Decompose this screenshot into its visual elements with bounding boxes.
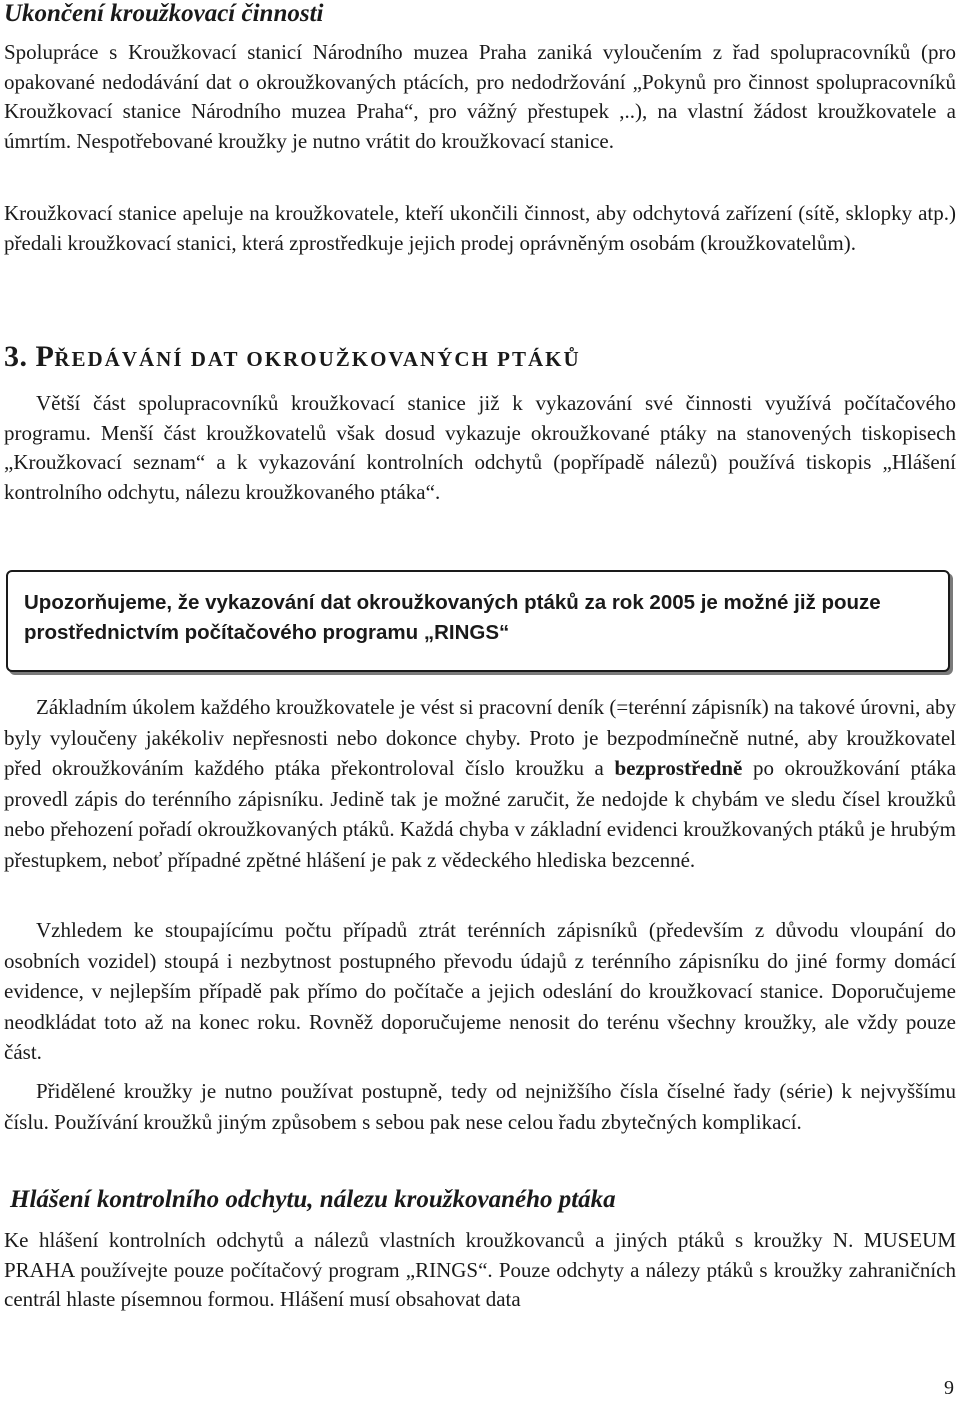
section-heading-ending-activity: Ukončení kroužkovací činnosti xyxy=(4,0,324,27)
paragraph-equipment-appeal: Kroužkovací stanice apeluje na kroužkovatele, kteří ukončili činnost, aby odchytová zařízení (sítě, sklopky atp.) předali kroužkovací stanici, která zprostředkuje jejich prodej oprávněným osobám (kroužkovatelům). xyxy=(4,201,956,255)
section-heading-recapture-report: Hlášení kontrolního odchytu, nálezu kroužkovaného ptáka xyxy=(10,1186,616,1213)
notice-box xyxy=(6,570,950,672)
chapter-number: 3. xyxy=(4,340,28,373)
paragraph-notebook-loss: Vzhledem ke stoupajícímu počtu případů ztrát terénních zápisníků (především z důvodu vloupání do osobních vozidel) stoupá i nezbytnost postupného převodu údajů z terénního zápisníku do jiné formy domácí evidence, v nejlepším případě pak přímo do počítače a jejich odeslání do kroužkovací stanice. Doporučujeme neodkládat toto až na konec roku. Rovněž doporučujeme nenosit do terénu všechny kroužky, ale vždy pouze část. xyxy=(4,918,956,1064)
paragraph-field-notebook-part1: Základním úkolem každého kroužkovatele je vést si pracovní deník (=terénní zápisník) na takové úrovni, aby byly vyloučeny jakékoliv nepřesnosti nebo dokonce chyby. Proto je bezpodmínečně nutné, aby kroužkovatel před okroužkováním každého ptáka překontroloval číslo kroužku a xyxy=(4,695,956,780)
paragraph-ring-order: Přidělené kroužky je nutno používat postupně, tedy od nejnižšího čísla číselné řady (série) k nejvyššímu číslu. Používání kroužků jiným způsobem s sebou pak nese celou řadu zbytečných komplikací. xyxy=(4,1079,956,1134)
paragraph-data-reporting: Větší část spolupracovníků kroužkovací stanice již k vykazování své činnosti využívá počítačového programu. Menší část kroužkovatelů však dosud vykazuje okroužkované ptáky na stanovených tiskopisech „Kroužkovací seznam“ a k vykazování kontrolních odchytů (popřípadě nálezů) používá tiskopis „Hlášení kontrolního odchytu, nálezu kroužkovaného ptáka“. xyxy=(4,391,956,504)
notice-text: Upozorňujeme, že vykazování dat okroužkovaných ptáků za rok 2005 je možné již pouze prostřednictvím počítačového programu „RINGS“ xyxy=(24,591,881,644)
chapter-first-letter: P xyxy=(35,340,55,373)
paragraph-cooperation-end: Spolupráce s Kroužkovací stanicí Národního muzea Praha zaniká vyloučením z řad spolupracovníků (pro opakované nedodávání dat o okroužkovaných ptácích, pro nedodržování „Pokynů pro činnost spolupracovníků Kroužkovací stanice Národního muzea Praha“, pro vážný přestupek ,..), na vlastní žádost kroužkovatele a úmrtím. Nespotřebované kroužky je nutno vrátit do kroužkovací stanice. xyxy=(4,40,956,153)
paragraph-field-notebook-part2: po okroužkování ptáka provedl zápis do terénního zápisníku. Jedině tak je možné zaručit, že nedojde k chybám ve sledu čísel kroužků nebo přehození pořadí okroužkovaných ptáků. Každá chyba v základní evidenci kroužkovaných ptáků je hrubým přestupkem, neboť případné zpětné hlášení je pak z vědeckého hlediska bezcenné. xyxy=(4,756,957,872)
page-number: 9 xyxy=(944,1377,954,1399)
chapter-title-rest: ŘEDÁVÁNÍ DAT OKROUŽKOVANÝCH PTÁKŮ xyxy=(54,347,581,371)
paragraph-field-notebook xyxy=(4,692,956,875)
paragraph-recapture-report: Ke hlášení kontrolních odchytů a nálezů vlastních kroužkovanců a jiných ptáků s kroužky N. MUSEUM PRAHA používejte pouze počítačový program „RINGS“. Pouze odchyty a nálezy ptáků s kroužky zahraničních centrál hlaste písemnou formou. Hlášení musí obsahovat data xyxy=(4,1228,956,1311)
chapter-heading xyxy=(4,341,581,375)
emphasis-immediately: bezprostředně xyxy=(614,756,743,780)
